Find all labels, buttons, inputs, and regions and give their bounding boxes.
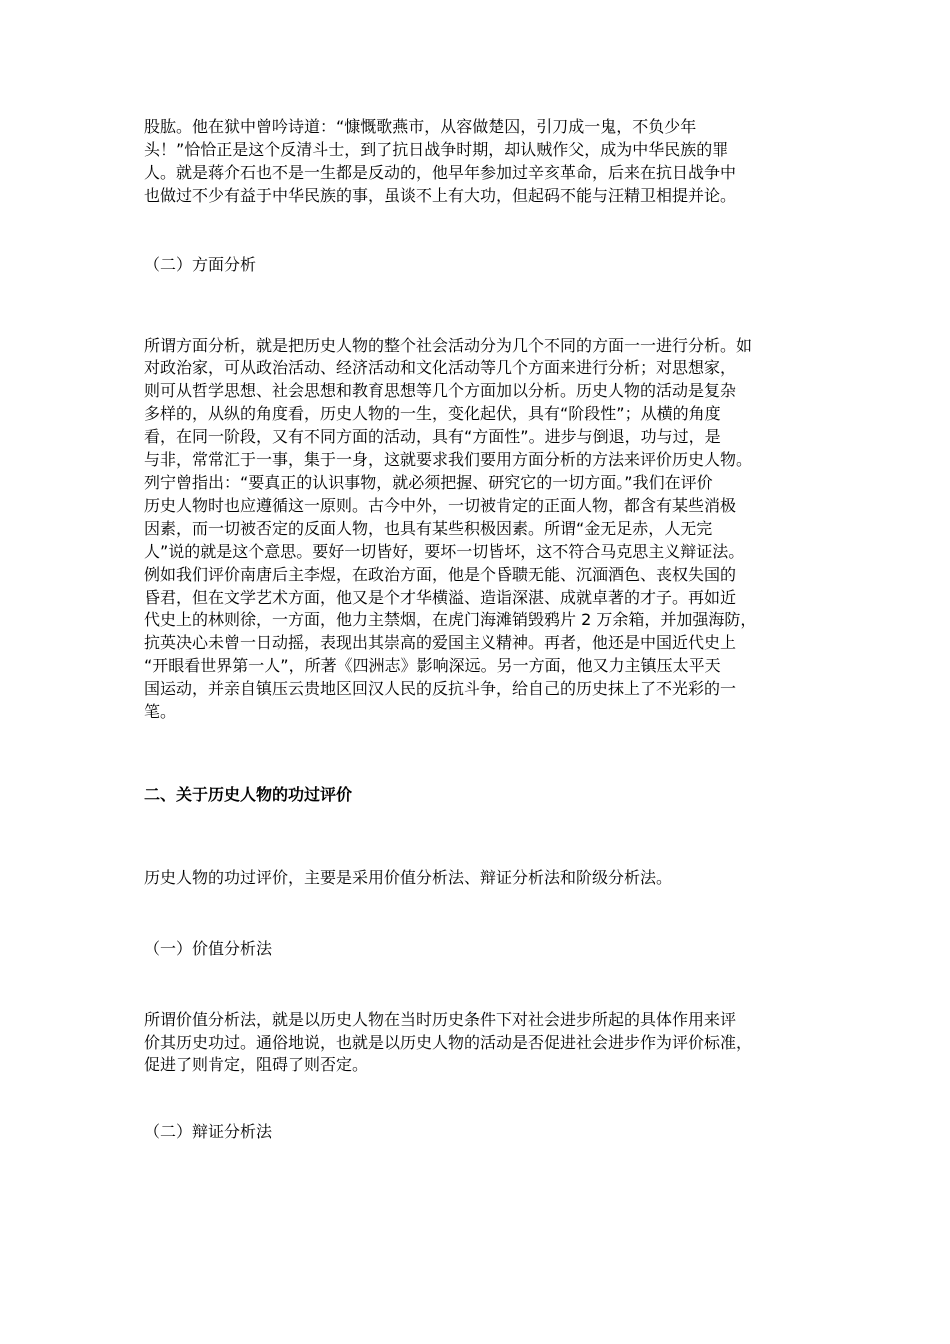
subheading-dialectical-analysis: （二）辩证分析法 [144, 1122, 273, 1142]
text-line: 看，在同一阶段，又有不同方面的活动，具有“方面性”。进步与倒退，功与过，是 [144, 427, 721, 447]
text-line: 所谓价值分析法，就是以历史人物在当时历史条件下对社会进步所起的具体作用来评 [144, 1009, 737, 1029]
text-line: 人”说的就是这个意思。要好一切皆好，要坏一切皆坏，这不符合马克思主义辩证法。 [144, 541, 745, 561]
spacer [144, 961, 806, 1009]
text-line: 多样的，从纵的角度看，历史人物的一生，变化起伏，具有“阶段性”；从横的角度 [144, 404, 721, 424]
text-line: 国运动，并亲自镇压云贵地区回汉人民的反抗斗争，给自己的历史抹上了不光彩的一 [144, 679, 737, 699]
paragraph-value-analysis [144, 1009, 806, 1078]
text-line: 促进了则肯定，阻碍了则否定。 [144, 1055, 369, 1075]
text-line: 人。就是蒋介石也不是一生都是反动的，他早年参加过辛亥革命，后来在抗日战争中 [144, 162, 737, 182]
paragraph-methods-intro [144, 867, 806, 890]
text-line: 抗英决心未曾一日动摇，表现出其崇高的爱国主义精神。再者，他还是中国近代史上 [144, 633, 737, 653]
text-line: 对政治家，可从政治活动、经济活动和文化活动等几个方面来进行分析；对思想家， [144, 358, 737, 378]
section-heading-merits-demerits: 二、关于历史人物的功过评价 [144, 784, 353, 804]
text-line: 则可从哲学思想、社会思想和教育思想等几个方面加以分析。历史人物的活动是复杂 [144, 381, 737, 401]
text-line: 也做过不少有益于中华民族的事，虽谈不上有大功，但起码不能与汪精卫相提并论。 [144, 185, 737, 205]
text-line: 笔。 [144, 702, 177, 722]
spacer [144, 807, 806, 867]
text-line: 股肱。他在狱中曾吟诗道：“慷慨歌燕市，从容做楚囚，引刀成一鬼，不负少年 [144, 117, 697, 136]
spacer [144, 1077, 806, 1121]
text-line: 历史人物的功过评价，主要是采用价值分析法、辩证分析法和阶级分析法。 [144, 867, 673, 887]
spacer [144, 277, 806, 335]
text-line: 历史人物时也应遵循这一原则。古今中外，一切被肯定的正面人物，都含有某些消极 [144, 495, 737, 515]
text-line: 例如我们评价南唐后主李煜，在政治方面，他是个昏聩无能、沉湎酒色、丧权失国的 [144, 564, 737, 584]
text-line: 头！”恰恰正是这个反清斗士，到了抗日战争时期，却认贼作父，成为中华民族的罪 [144, 139, 729, 159]
spacer [144, 724, 806, 784]
spacer [144, 208, 806, 254]
paragraph-wang-jingwei [144, 116, 806, 208]
text-line: “开眼看世界第一人”，所著《四洲志》影响深远。另一方面，他又力主镇压太平天 [144, 656, 721, 676]
text-line: 列宁曾指出：“要真正的认识事物，就必须把握、研究它的一切方面。”我们在评价 [144, 472, 713, 492]
text-line: 与非，常常汇于一事，集于一身，这就要求我们要用方面分析的方法来评价历史人物。 [144, 450, 753, 470]
subheading-value-analysis: （一）价值分析法 [144, 938, 273, 958]
text-line: 所谓方面分析，就是把历史人物的整个社会活动分为几个不同的方面一一进行分析。如 [144, 335, 753, 355]
document-page [144, 116, 806, 1144]
paragraph-aspect-analysis [144, 335, 806, 724]
spacer [144, 890, 806, 938]
text-line: 昏君，但在文学艺术方面，他又是个才华横溢、造诣深湛、成就卓著的才子。再如近 [144, 587, 737, 607]
subheading-aspect-analysis: （二）方面分析 [144, 254, 257, 274]
text-line: 价其历史功过。通俗地说，也就是以历史人物的活动是否促进社会进步作为评价标准， [144, 1032, 753, 1052]
text-line: 因素，而一切被否定的反面人物，也具有某些积极因素。所谓“金无足赤，人无完 [144, 518, 713, 538]
text-line: 代史上的林则徐，一方面，他力主禁烟，在虎门海滩销毁鸦片 2 万余箱，并加强海防， [144, 610, 757, 630]
